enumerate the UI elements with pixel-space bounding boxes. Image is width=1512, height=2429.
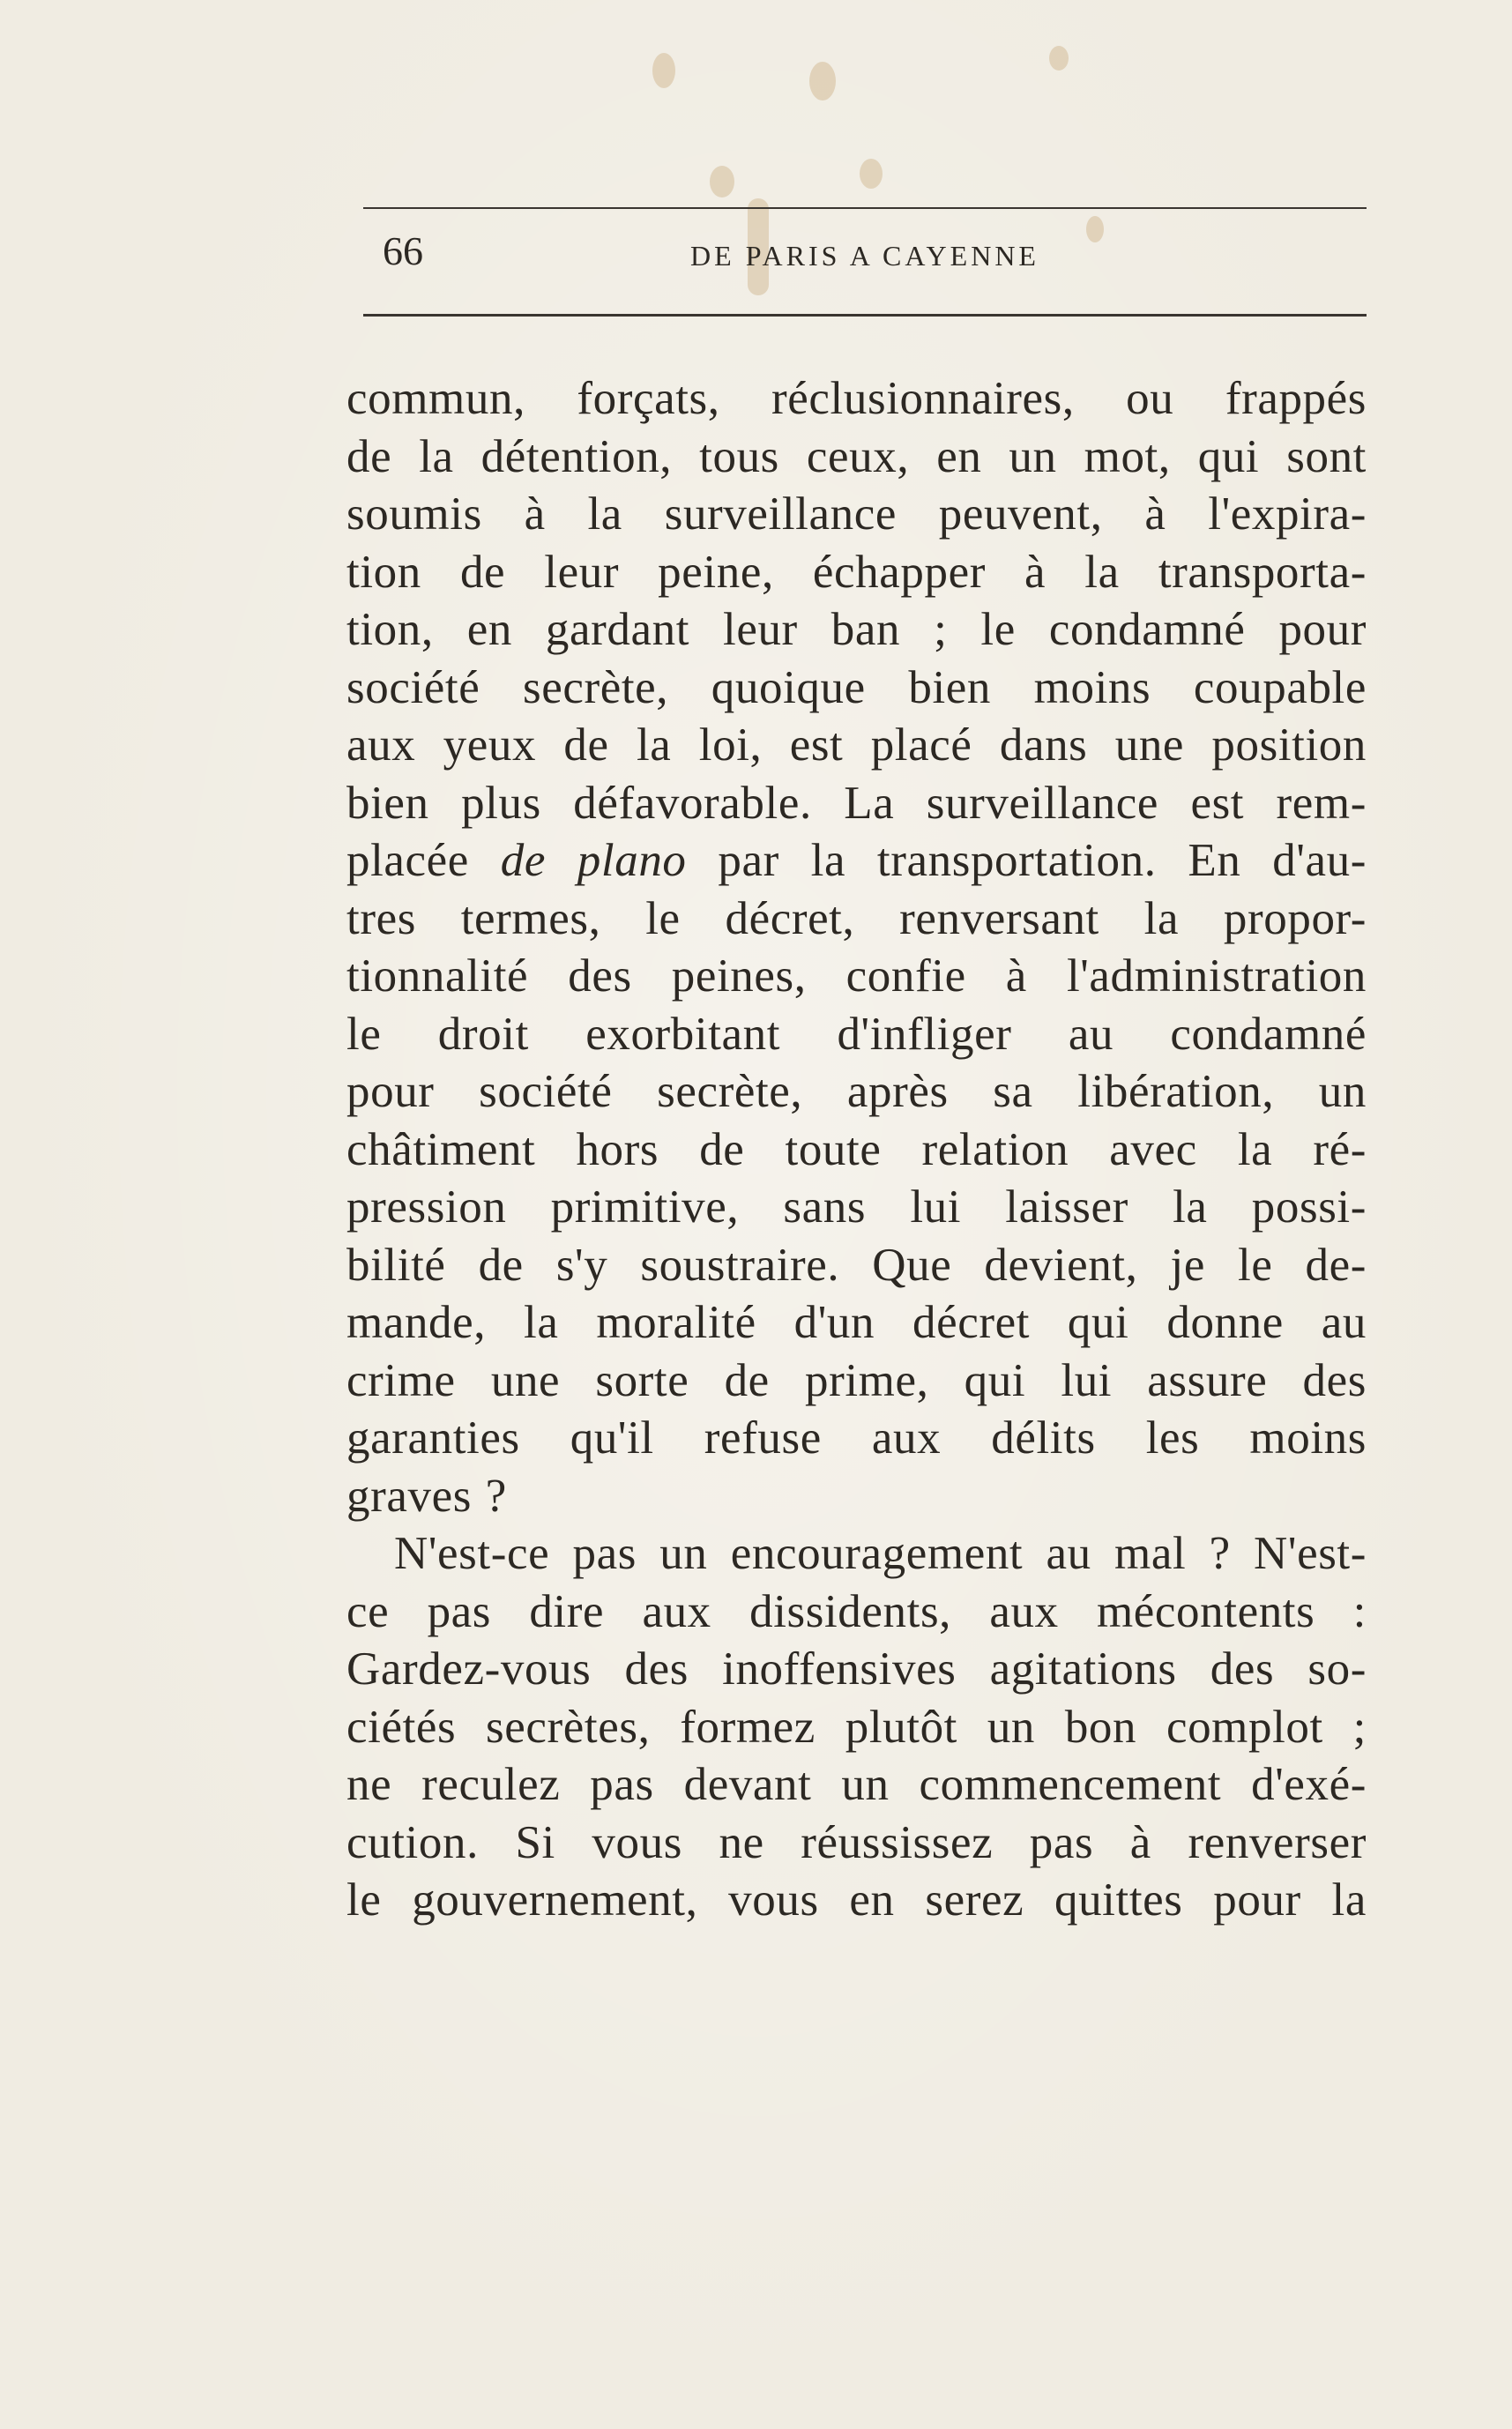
foxing-spot — [1049, 46, 1069, 71]
text-line: châtiment hors de toute relation avec la ré- — [346, 1123, 1367, 1175]
header-bottom-rule — [363, 314, 1367, 317]
text-segment: par la transportation. En d'au- — [686, 835, 1367, 886]
text-line: tion de leur peine, échapper à la transporta- — [346, 546, 1367, 598]
text-line: commun, forçats, réclusionnaires, ou frappés — [346, 373, 1367, 424]
paragraph-2 — [346, 1525, 1367, 1930]
text-line: bien plus défavorable. La surveillance est rem- — [346, 777, 1367, 829]
text-line: pour société secrète, après sa libération, un — [346, 1066, 1367, 1117]
text-line: soumis à la surveillance peuvent, à l'expira- — [346, 488, 1367, 540]
text-line: société secrète, quoique bien moins coupable — [346, 661, 1367, 713]
page-number: 66 — [383, 228, 423, 273]
body-text — [346, 370, 1367, 1930]
foxing-spot — [860, 159, 883, 189]
text-line: mande, la moralité d'un décret qui donne au — [346, 1297, 1367, 1348]
text-line: N'est-ce pas un encouragement au mal ? N'est- — [394, 1528, 1367, 1579]
text-line: tion, en gardant leur ban ; le condamné pour — [346, 604, 1367, 655]
foxing-spot — [652, 53, 675, 88]
running-title: DE PARIS A CAYENNE — [690, 240, 1039, 272]
text-line: ce pas dire aux dissidents, aux mécontents : — [346, 1585, 1367, 1637]
text-line: garanties qu'il refuse aux délits les moins — [346, 1412, 1367, 1464]
text-line: ne reculez pas devant un commencement d'exé- — [346, 1759, 1367, 1810]
text-line: pression primitive, sans lui laisser la possi- — [346, 1181, 1367, 1233]
foxing-spot — [710, 166, 734, 197]
text-segment: placée — [346, 835, 501, 886]
paragraph-1 — [346, 370, 1367, 1525]
text-line: Gardez-vous des inoffensives agitations des so- — [346, 1643, 1367, 1695]
text-line: graves ? — [346, 1470, 507, 1522]
italic-phrase: de plano — [500, 835, 687, 886]
foxing-spot — [809, 62, 836, 101]
text-line: aux yeux de la loi, est placé dans une position — [346, 719, 1367, 771]
text-line: ciétés secrètes, formez plutôt un bon complot ; — [346, 1701, 1367, 1753]
text-line — [346, 832, 1367, 890]
text-line: cution. Si vous ne réussissez pas à renverser — [346, 1816, 1367, 1868]
running-header — [363, 225, 1367, 295]
text-line: bilité de s'y soustraire. Que devient, je le de- — [346, 1239, 1367, 1291]
text-line: le gouvernement, vous en serez quittes pour la — [346, 1874, 1367, 1926]
text-line: tionnalité des peines, confie à l'administration — [346, 950, 1367, 1002]
text-line: le droit exorbitant d'infliger au condamné — [346, 1008, 1367, 1060]
text-line: de la détention, tous ceux, en un mot, qui sont — [346, 430, 1367, 482]
text-line: tres termes, le décret, renversant la propor- — [346, 892, 1367, 944]
header-top-rule — [363, 207, 1367, 209]
text-line: crime une sorte de prime, qui lui assure des — [346, 1354, 1367, 1406]
